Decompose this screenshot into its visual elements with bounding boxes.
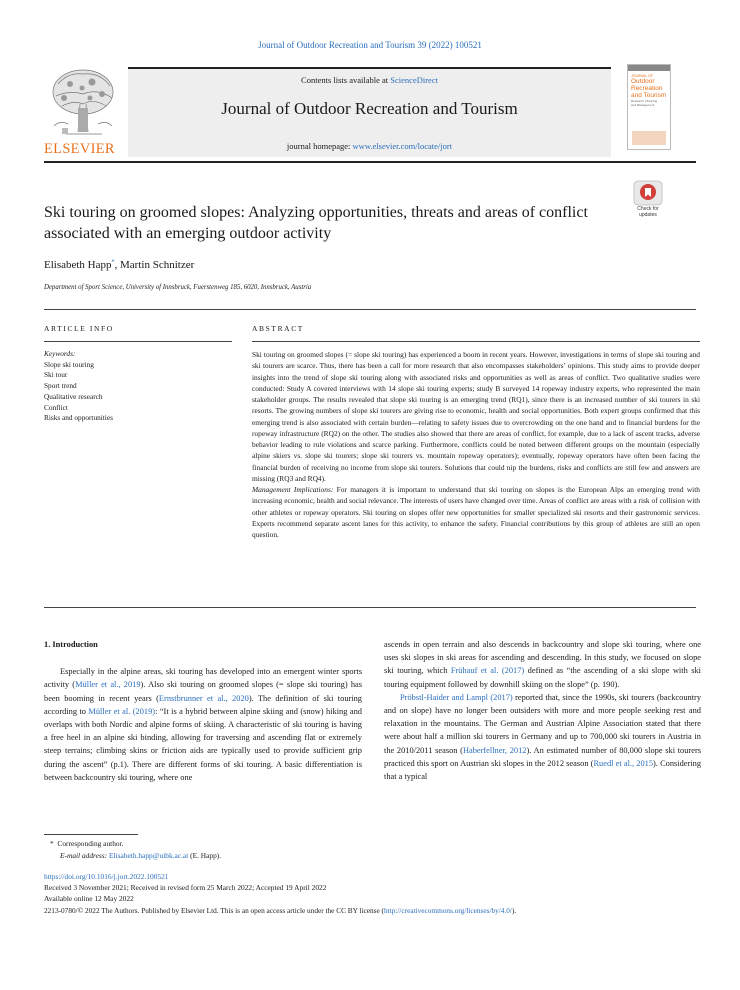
received-dates: Received 3 November 2021; Received in revised form 25 March 2022; Accepted 19 April 2022 bbox=[44, 883, 327, 892]
author-name[interactable]: Martin Schnitzer bbox=[120, 259, 195, 271]
cover-text: JOURNAL OF bbox=[631, 74, 654, 78]
implications-label: Management Implications: bbox=[252, 485, 334, 494]
paragraph: Pröbstl-Haider and Lampl (2017) reported that, since the 1990s, ski tourers (backcountry and on slope) have no longer been outsiders with more and more people seeking rest and relaxation in the mountains. The German and Austrian Alpine Association stated that there were about half a million ski tourers in Germany and up to 700,000 ski tourers in Austria in the 2010/2011 season (Haberfellner, 2012). An estimated number of 80,000 slope ski tourers practiced this sport on Austrian ski slopes in the 2012 season (Ruedl et al., 2015). Considering that a typical bbox=[384, 692, 702, 782]
keyword-item: Risks and opportunities bbox=[44, 413, 113, 423]
cover-image-block bbox=[632, 131, 666, 145]
cover-text: Outdoor bbox=[631, 78, 655, 85]
header-rule bbox=[44, 161, 696, 163]
abstract-rule bbox=[252, 341, 700, 342]
author-affiliation: Department of Sport Science, University of Innsbruck, Fuerstenweg 185, 6020, Innsbruck, Austria bbox=[44, 284, 312, 291]
check-updates-icon bbox=[628, 180, 668, 206]
check-for-updates-badge[interactable] bbox=[628, 180, 668, 220]
email-link[interactable]: Elisabeth.happ@uibk.ac.at bbox=[109, 851, 189, 860]
section-rule bbox=[44, 309, 696, 310]
elsevier-wordmark: ELSEVIER bbox=[44, 141, 115, 157]
abstract-body: Ski touring on groomed slopes (= slope ski touring) has experienced a boom in recent years. However, investigations in terms of slope ski touring and ski tourers are scarce. Thus, there has been a call for more research that also encompasses stakeholders’ opinions. This study aims to provide deeper insights into the trend of slope ski touring along with associated risks and opportunities as well as areas of conflict. Two qualitative studies were conducted: Study A covered interviews with 14 slope ski touring experts; study B surveyed 14 ropeway industry experts, who represented the main stakeholder groups. The results revealed that slope ski touring is an emerging trend (RQ1), since there is an increased number of ski tourers in ski resorts. The growing numbers of slope ski tourers are giving rise to economic, health and social opportunities. Both expert groups confirmed that this emerging trend is also associated with certain burden—relating to safety issues due to overcrowding on the one hand and to financial burdens for the ropeway infrastructure (RQ2) on the other. The studies also showed that there are areas of conflict, for example, due to a lack of ascent tracks, adverse behavior leading to rule violations and scarce parking. Furthermore, conflicts could be noted between different groups on the mountain (especially alpine skiers vs. slope ski tourers; slope ski tourers vs. mountain ropeway operators); eventually, ropeway operators have often been facing the financial burden of receiving no income from slope ski tourers. Solutions that could nip the burdens, risks and conflicts are still few and answers are missing (RQ3 and RQ4). bbox=[252, 350, 700, 483]
citation-link[interactable]: Pröbstl-Haider and Lampl (2017) bbox=[400, 692, 513, 702]
intro-right-column bbox=[384, 638, 701, 783]
sciencedirect-link[interactable]: ScienceDirect bbox=[390, 75, 438, 85]
citation-link[interactable]: Müller et al. (2019) bbox=[88, 706, 156, 716]
cover-text: and Management bbox=[631, 103, 655, 107]
keyword-item: Sport trend bbox=[44, 381, 77, 391]
keywords-block bbox=[44, 349, 113, 424]
keyword-item: Conflict bbox=[44, 402, 68, 412]
cover-text: Recreation bbox=[631, 85, 663, 92]
author-list: Elisabeth Happ*, Martin Schnitzer bbox=[44, 259, 195, 271]
cover-text: and Tourism bbox=[631, 92, 667, 99]
license-line: 2213-0780/© 2022 The Authors. Published by Elsevier Ltd. This is an open access article under the CC BY license (http://creativecommons.org/licenses/by/4.0/). bbox=[44, 906, 517, 915]
abstract-text bbox=[252, 349, 700, 540]
journal-title: Journal of Outdoor Recreation and Tourism bbox=[221, 99, 518, 118]
homepage-line: journal homepage: www.elsevier.com/locate/jort bbox=[286, 141, 453, 151]
paragraph: ascends in open terrain and also descends in backcountry and slope ski touring, where one uses ski slopes in ski areas for ascending and descending. In this study, we focused on slope ski touring, which Frühauf et al. (2017) defined as “the ascending of a ski slope with ski touring equipment followed by downhill skiing on the slope” (p. 190). bbox=[384, 640, 701, 689]
management-implications: Management Implications: For managers it is important to understand that ski touring on slopes is the European Alps an emerging trend with increasing economic, health and social relevance. The interests of users have changed over time. Areas of conflict are areas with a risk of collision with other athletes or ropeway operators. Ski touring on slopes offer new opportunities for smaller specialized ski resorts and their gastronomic services. Experts recommend separate ascent lanes for this activity, to enhance the safety. Financial contributions by this group of athletes are still an open question. bbox=[252, 485, 700, 539]
info-rule bbox=[44, 341, 232, 342]
citation-link[interactable]: Ruedl et al., 2015 bbox=[593, 758, 654, 768]
article-title: Ski touring on groomed slopes: Analyzing opportunities, threats and areas of conflict associated with an emerging outdoor activity bbox=[44, 204, 588, 242]
citation-link[interactable]: Ernstbrunner et al., 2020 bbox=[158, 693, 249, 703]
available-online: Available online 12 May 2022 bbox=[44, 894, 134, 903]
paragraph: Especially in the alpine areas, ski touring has developed into an emergent winter sports activity (Müller et al., 2019). Also ski touring on groomed slopes (= slope ski touring) has been booming in recent years (Ernstbrunner et al., 2020). The definition of ski touring according to Müller et al. (2019): “It is a hybrid between alpine skiing and (snow) hiking and overlaps with both Nordic and alpine forms of skiing. A characteristic of ski touring is having a free heel in an alpine ski binding, allowing for traversing and ascending flat or extremely steep terrains; climbing skins or friction aids are typically used to provide sufficient grip during the ascent” (p.1). There are different forms of ski touring. A basic differentiation is between backcountry ski touring, where one bbox=[44, 667, 363, 782]
keywords-label: Keywords: bbox=[44, 349, 76, 358]
elsevier-logo bbox=[44, 64, 122, 160]
check-updates-label: Check for updates bbox=[637, 206, 659, 218]
email-footnote: E-mail address: Elisabeth.happ@uibk.ac.at (E. Happ). bbox=[60, 851, 222, 860]
footnote-rule bbox=[44, 834, 138, 835]
intro-left-column bbox=[44, 638, 362, 784]
cover-text: Research, Planning bbox=[631, 99, 658, 103]
keyword-item: Slope ski touring bbox=[44, 359, 94, 369]
doi-link[interactable]: https://doi.org/10.1016/j.jort.2022.100521 bbox=[44, 872, 169, 881]
homepage-link[interactable]: www.elsevier.com/locate/jort bbox=[352, 141, 453, 151]
keyword-item: Qualitative research bbox=[44, 391, 103, 401]
abstract-heading: ABSTRACT bbox=[252, 324, 304, 333]
journal-cover-image[interactable] bbox=[627, 64, 671, 150]
keyword-item: Ski tour bbox=[44, 370, 68, 380]
citation-link[interactable]: Haberfellner, 2012 bbox=[462, 745, 527, 755]
section-heading: 1. Introduction bbox=[44, 640, 98, 649]
journal-banner bbox=[128, 67, 611, 157]
corresponding-author-mark[interactable]: * bbox=[111, 259, 115, 266]
contents-line: Contents lists available at ScienceDirect bbox=[301, 75, 438, 85]
journal-citation[interactable]: Journal of Outdoor Recreation and Tourism 39 (2022) 100521 bbox=[258, 40, 482, 50]
citation-link[interactable]: Frühauf et al. (2017) bbox=[450, 666, 525, 676]
author-name[interactable]: Elisabeth Happ bbox=[44, 259, 112, 271]
citation-link[interactable]: Müller et al., 2019 bbox=[75, 680, 141, 690]
elsevier-tree-icon bbox=[44, 64, 122, 142]
license-link[interactable]: http://creativecommons.org/licenses/by/4.0/ bbox=[384, 906, 512, 915]
article-info-heading: ARTICLE INFO bbox=[44, 324, 114, 333]
corresponding-footnote: * Corresponding author. bbox=[50, 839, 124, 848]
abstract-end-rule bbox=[44, 607, 696, 608]
